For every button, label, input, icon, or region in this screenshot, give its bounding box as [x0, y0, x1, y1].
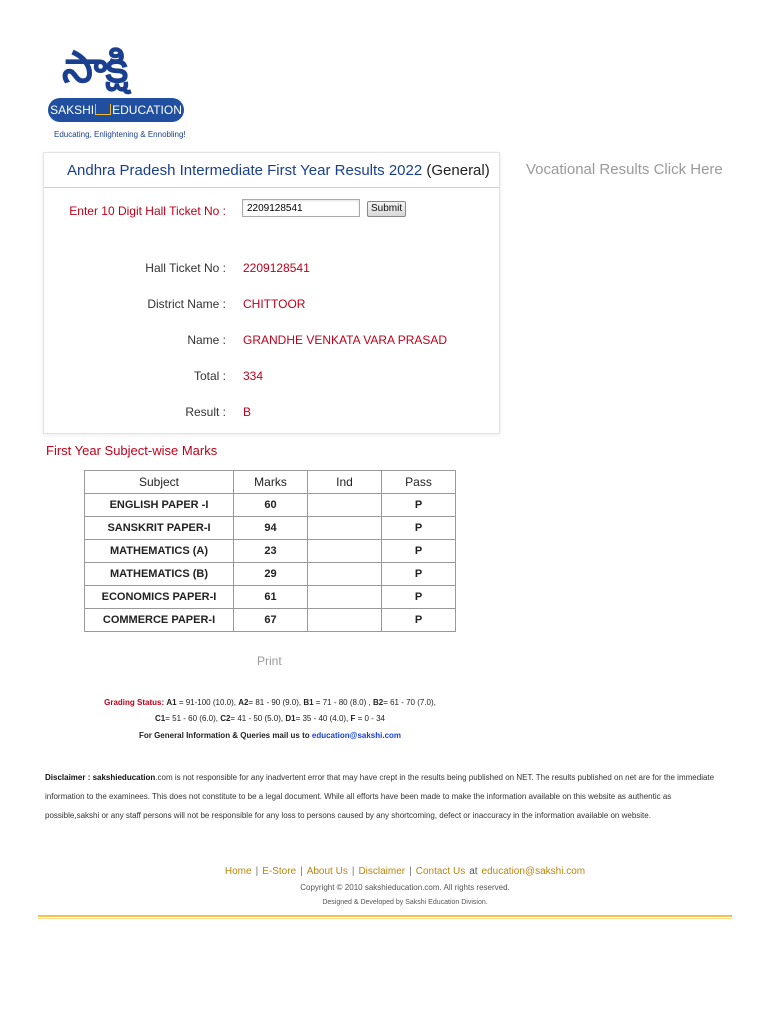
results-card [43, 152, 500, 434]
grade-a1-range: = 91-100 (10.0), [176, 698, 239, 707]
results-title-suffix: (General) [426, 162, 490, 179]
hall-ticket-label: Hall Ticket No : [145, 261, 226, 275]
pass-cell: P [382, 517, 456, 540]
grade-a1: A1 [166, 698, 177, 707]
disclaimer [45, 768, 725, 825]
table-row [85, 540, 456, 563]
name-label: Name : [187, 333, 226, 347]
results-title [67, 162, 490, 179]
designed-by: Designed & Developed by Sakshi Education Division. [322, 899, 488, 906]
copyright: Copyright © 2010 sakshieducation.com. All rights reserved. [300, 883, 510, 892]
results-title-main: Andhra Pradesh Intermediate First Year Results 2022 [67, 162, 423, 179]
district-value: CHITTOOR [243, 297, 306, 311]
pass-cell: P [382, 540, 456, 563]
district-label: District Name : [147, 297, 226, 311]
footer-separator: | [351, 866, 355, 877]
footer-divider-light [38, 918, 732, 919]
grade-c1: C1 [155, 714, 166, 723]
grade-f: F [350, 714, 356, 723]
marks-cell: 29 [234, 563, 308, 586]
col-pass: Pass [382, 471, 456, 494]
grade-c2: C2 [220, 714, 231, 723]
footer-separator: | [300, 866, 303, 877]
subject-cell: MATHEMATICS (B) [85, 563, 234, 586]
pass-cell: P [382, 586, 456, 609]
grading-status-line2 [0, 714, 540, 723]
pass-cell: P [382, 494, 456, 517]
ind-cell [308, 609, 382, 632]
logo-script-text: సాక్షి [62, 42, 127, 93]
sakshi-education-logo[interactable] [46, 42, 191, 142]
footer-at: at [469, 866, 478, 877]
result-label: Result : [185, 405, 226, 419]
queries-line [0, 731, 540, 740]
col-ind: Ind [308, 471, 382, 494]
grade-c1-range: = 51 - 60 (6.0), [165, 714, 221, 723]
subject-cell: COMMERCE PAPER-I [85, 609, 234, 632]
grade-b1: B1 [303, 698, 314, 707]
footer-separator: | [409, 866, 412, 877]
results-card-header [44, 153, 499, 188]
footer-links [0, 866, 768, 877]
grade-b2: B2 [372, 698, 384, 707]
logo-badge [48, 98, 184, 122]
result-value: B [243, 405, 252, 419]
grade-d1-range: = 35 - 40 (4.0), [295, 714, 351, 723]
grade-b1-range: = 71 - 80 (8.0) , [313, 698, 373, 707]
marks-cell: 61 [234, 586, 308, 609]
col-subject: Subject [85, 471, 234, 494]
footer-email-link[interactable]: education@sakshi.com [481, 866, 586, 877]
marks-header-row [85, 471, 456, 494]
total-label: Total : [193, 369, 226, 383]
pass-cell: P [382, 563, 456, 586]
ind-cell [308, 563, 382, 586]
total-value: 334 [243, 369, 264, 383]
ind-cell [308, 494, 382, 517]
table-row [85, 563, 456, 586]
logo-name: SAKSHI [50, 103, 95, 117]
footer-link-estore[interactable]: E-Store [262, 866, 297, 877]
disclaimer-label: Disclaimer : sakshieducation [45, 773, 156, 782]
hall-ticket-input[interactable] [242, 199, 360, 217]
submit-button[interactable]: Submit [367, 201, 406, 217]
queries-text: For General Information & Queries mail us to [138, 731, 312, 740]
footer-separator: | [255, 866, 259, 877]
footer-link-home[interactable]: Home [224, 866, 252, 877]
subject-cell: MATHEMATICS (A) [85, 540, 234, 563]
ind-cell [308, 517, 382, 540]
footer-link-contact[interactable]: Contact Us [415, 866, 466, 877]
ind-cell [308, 586, 382, 609]
table-row [85, 517, 456, 540]
col-marks: Marks [234, 471, 308, 494]
table-row [85, 586, 456, 609]
table-row [85, 609, 456, 632]
pass-cell: P [382, 609, 456, 632]
footer-link-disclaimer[interactable]: Disclaimer [358, 866, 406, 877]
marks-cell: 60 [234, 494, 308, 517]
ind-cell [308, 540, 382, 563]
marks-table [84, 470, 456, 632]
name-value: GRANDHE VENKATA VARA PRASAD [243, 333, 448, 347]
marks-cell: 23 [234, 540, 308, 563]
subject-cell: ENGLISH PAPER -I [85, 494, 234, 517]
hall-ticket-value: 2209128541 [243, 261, 310, 275]
footer-link-about[interactable]: About Us [306, 866, 348, 877]
grade-d1: D1 [285, 714, 296, 723]
table-row [85, 494, 456, 517]
vocational-results-link[interactable]: Vocational Results Click Here [526, 161, 723, 178]
grade-f-range: = 0 - 34 [355, 714, 385, 723]
grade-c2-range: = 41 - 50 (5.0), [230, 714, 286, 723]
grade-a2-range: = 81 - 90 (9.0), [248, 698, 304, 707]
subject-cell: SANSKRIT PAPER-I [85, 517, 234, 540]
marks-heading: First Year Subject-wise Marks [46, 443, 218, 458]
grading-status-line1 [0, 698, 540, 707]
grade-b2-range: = 61 - 70 (7.0), [383, 698, 436, 707]
footer-divider [38, 915, 732, 917]
marks-cell: 94 [234, 517, 308, 540]
marks-cell: 67 [234, 609, 308, 632]
queries-email-link[interactable]: education@sakshi.com [311, 731, 402, 740]
disclaimer-text: .com is not responsible for any inadvertent error that may have crept in the results being published on NET. The results published on net are for the immediate information to the examinees. This does not constitute to be a legal document. While all efforts have been made to make the information available on this website as authentic as possible,sakshi or any staff persons will not be responsible for any loss to persons caused by any shortcoming, defect or inaccuracy in the information available on website. [45, 773, 715, 820]
subject-cell: ECONOMICS PAPER-I [85, 586, 234, 609]
hall-ticket-prompt: Enter 10 Digit Hall Ticket No : [69, 204, 226, 218]
print-link[interactable]: Print [257, 654, 282, 668]
grading-label: Grading Status: [104, 698, 165, 707]
logo-name-suffix: EDUCATION [112, 103, 182, 117]
grade-a2: A2 [238, 698, 249, 707]
logo-tagline: Educating, Enlightening & Ennobling! [54, 130, 186, 139]
book-icon [95, 104, 111, 115]
